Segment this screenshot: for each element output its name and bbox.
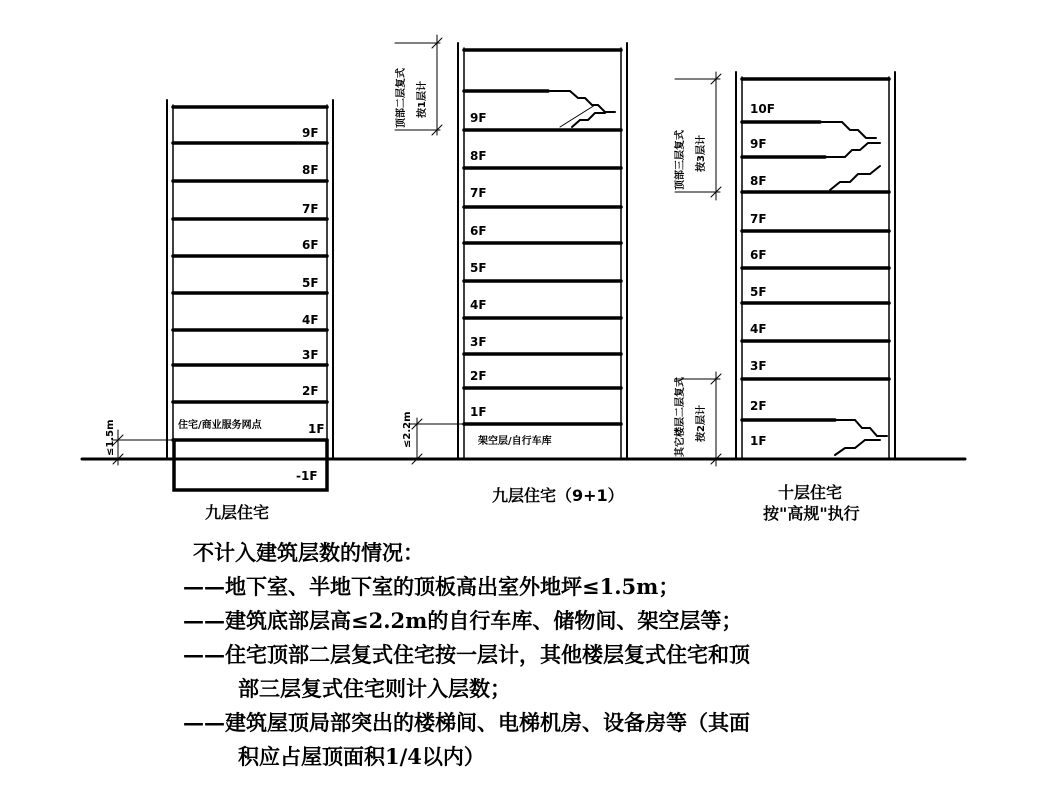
- floor-label: 8F: [302, 163, 319, 177]
- floor-label: 6F: [750, 248, 767, 262]
- floor-label: 9F: [470, 111, 487, 125]
- floor-label: 9F: [750, 137, 767, 151]
- floor-label: 9F: [302, 126, 319, 140]
- note-item-continuation: 积应占屋顶面积1/4以内）: [238, 744, 485, 769]
- floor-label: 5F: [302, 276, 319, 290]
- floor-label: 2F: [750, 399, 767, 413]
- building-2-frame: [395, 35, 627, 464]
- ground-use-note: 住宅/商业服务网点: [178, 420, 262, 431]
- mid-duplex-note: 其它楼层二层复式: [675, 377, 686, 457]
- floor-label: 8F: [470, 149, 487, 163]
- floor-label: 7F: [302, 202, 319, 216]
- floor-label: 3F: [470, 335, 487, 349]
- mid-duplex-count: 按2层计: [696, 405, 707, 442]
- building-3-frame: [675, 72, 895, 466]
- top-duplex-count: 按1层计: [417, 81, 428, 118]
- floor-label: 2F: [302, 384, 319, 398]
- floor-label: 7F: [470, 186, 487, 200]
- top-triplex-count: 按3层计: [696, 135, 707, 172]
- building-caption: 九层住宅: [205, 503, 270, 522]
- building-1-frame: [112, 100, 333, 490]
- floor-label: 6F: [302, 238, 319, 252]
- note-item: ——地下室、半地下室的顶板高出室外地坪≤1.5m；: [183, 574, 680, 599]
- floor-label: 4F: [302, 313, 319, 327]
- notes-section: [183, 536, 1043, 774]
- floor-label: 1F: [750, 434, 767, 448]
- floor-label: 4F: [470, 298, 487, 312]
- building-caption: 十层住宅: [778, 483, 843, 502]
- building-caption-note: 按"高规"执行: [763, 504, 860, 523]
- notes-heading: 不计入建筑层数的情况：: [193, 540, 424, 565]
- note-item: ——建筑屋顶局部突出的楼梯间、电梯机房、设备房等（其面: [183, 710, 750, 735]
- note-item: ——建筑底部层高≤2.2m的自行车库、储物间、架空层等；: [183, 608, 743, 633]
- building-2-labels: [394, 68, 624, 505]
- floor-label: 4F: [750, 322, 767, 336]
- ground-use-note: 架空层/自行车库: [478, 436, 552, 447]
- top-triplex-note: 顶部三层复式: [675, 130, 686, 190]
- floor-label: 5F: [750, 285, 767, 299]
- building-caption: 九层住宅（9+1）: [492, 486, 624, 505]
- dimension-label: ≤2.2m: [402, 411, 413, 448]
- floor-label: 2F: [470, 369, 487, 383]
- floor-label: 10F: [750, 102, 775, 116]
- dimension-label: ≤1.5m: [105, 419, 116, 456]
- note-item-continuation: 部三层复式住宅则计入层数；: [238, 676, 511, 701]
- floor-label: 3F: [750, 359, 767, 373]
- floor-label: 5F: [470, 261, 487, 275]
- building-1-labels: [105, 126, 325, 522]
- top-duplex-note: 顶部二层复式: [396, 68, 407, 128]
- floor-label: 7F: [750, 212, 767, 226]
- floor-label: 1F: [308, 422, 325, 436]
- floor-label: 1F: [470, 405, 487, 419]
- floor-label: 8F: [750, 174, 767, 188]
- floor-label: 6F: [470, 224, 487, 238]
- floor-label: 3F: [302, 348, 319, 362]
- note-item: ——住宅顶部二层复式住宅按一层计，其他楼层复式住宅和顶: [183, 642, 750, 667]
- floor-label: -1F: [296, 469, 318, 483]
